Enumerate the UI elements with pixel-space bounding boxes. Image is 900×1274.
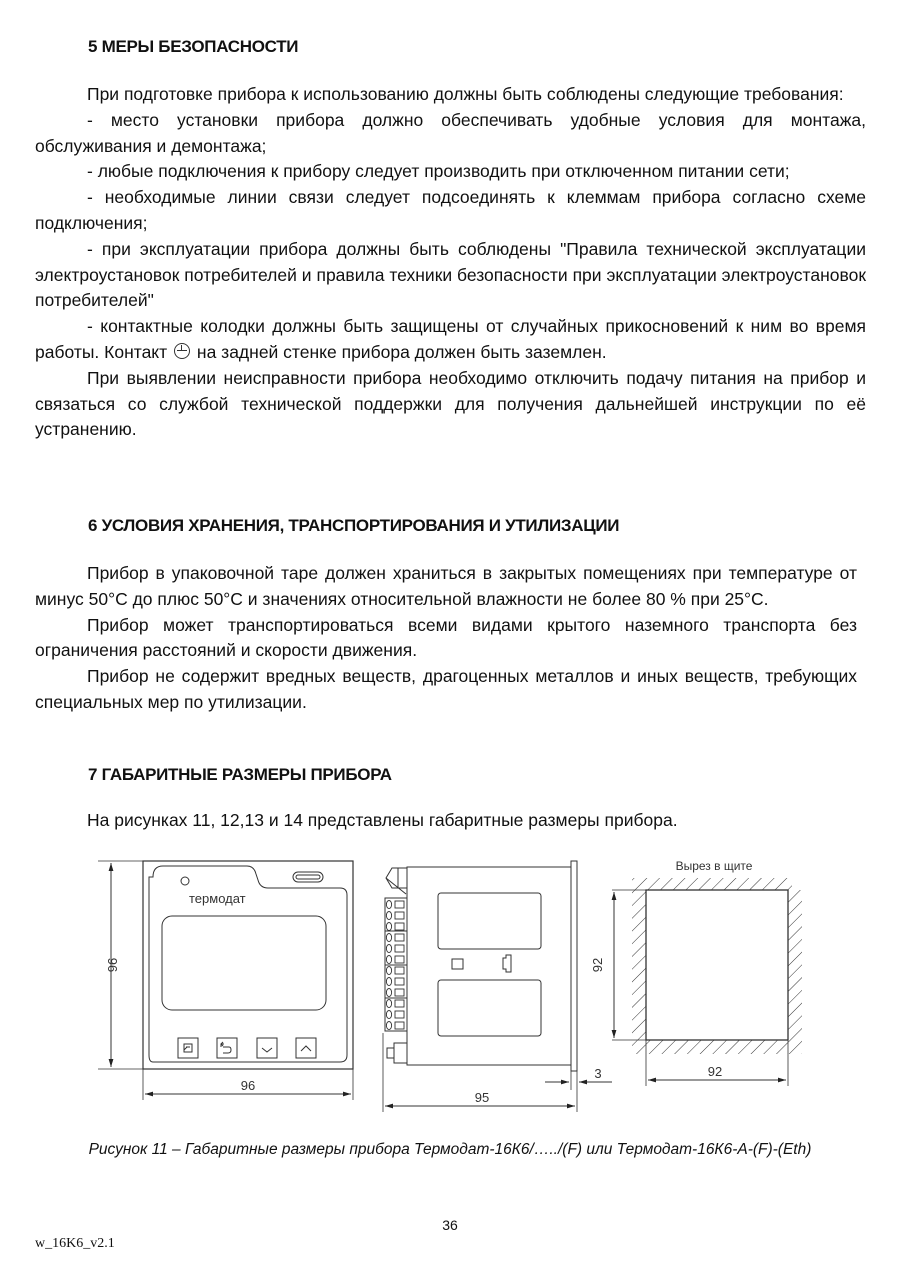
terminal-socket [395, 967, 404, 974]
paragraph: - необходимые линии связи следует подсоединять к клеммам прибора согласно схеме подключения; [35, 187, 866, 233]
terminal-screw [386, 978, 391, 986]
paragraph: - при эксплуатации прибора должны быть соблюдены "Правила технической эксплуатации электроустановок потребителей и правила техники безопасности при эксплуатации электроустановок потребителей" [35, 238, 866, 311]
dimensions-figure [0, 850, 900, 1130]
paragraph: Прибор в упаковочной таре должен храниться в закрытых помещениях при температуре от минус 50°С до плюс 50°С и значениях относительной влажности не более 80 % при 25°С. [35, 563, 857, 609]
dimensions-drawing [0, 850, 900, 1130]
terminal-screw [386, 901, 391, 909]
usb-port [293, 872, 323, 882]
terminal-screw [386, 956, 391, 964]
figure-caption: Рисунок 11 – Габаритные размеры прибора Термодат-16К6/…../(F) или Термодат-16К6-А-(F)-(Eth) [88, 1141, 812, 1158]
hatch-top [632, 878, 792, 890]
terminal-screw [386, 989, 391, 997]
display-screen [162, 916, 326, 1010]
paragraph: Прибор не содержит вредных веществ, драгоценных металлов и иных веществ, требующих специальных мер по утилизации. [35, 666, 857, 712]
terminal-socket [395, 901, 404, 908]
side-housing [407, 867, 571, 1065]
paragraph: При подготовке прибора к использованию должны быть соблюдены следующие требования: [87, 84, 844, 104]
side-vent-bottom [438, 980, 541, 1036]
side-clip [503, 955, 511, 972]
brand-label: термодат [189, 891, 246, 906]
side-view [383, 861, 612, 1112]
terminal-screw [386, 1022, 391, 1030]
side-vent-top [438, 893, 541, 949]
side-latch-square [452, 959, 463, 969]
terminal-socket [395, 978, 404, 985]
section-6-heading: 6 УСЛОВИЯ ХРАНЕНИЯ, ТРАНСПОРТИРОВАНИЯ И УТИЛИЗАЦИИ [88, 516, 620, 535]
up-button [296, 1038, 316, 1058]
paragraph: При выявлении неисправности прибора необходимо отключить подачу питания на прибор и связаться со службой технической поддержки для получения дальнейшей инструкции по её устранению. [35, 367, 866, 440]
terminal-screw [386, 967, 391, 975]
section-5-heading: 5 МЕРЫ БЕЗОПАСНОСТИ [88, 37, 299, 56]
section-7-intro: На рисунках 11, 12,13 и 14 представлены габаритные размеры прибора. [87, 810, 678, 830]
section-7-heading: 7 ГАБАРИТНЫЕ РАЗМЕРЫ ПРИБОРА [88, 765, 392, 784]
front-width-dimension: 96 [240, 1078, 256, 1093]
menu-enter-icon [184, 1044, 192, 1052]
top-screw-icon [386, 868, 398, 888]
paragraph-ground-contact [35, 314, 866, 366]
terminal-socket [395, 912, 404, 919]
paragraph: Прибор может транспортироваться всеми видами крытого наземного транспорта без ограничения расстояний и скорости движения. [35, 614, 857, 661]
terminal-screw [386, 923, 391, 931]
paragraph-text: - контактные колодки должны быть защищены от случайных прикосновений к ним во время работы. Контакт [35, 316, 866, 362]
indicator-led [181, 877, 189, 885]
terminal-socket [395, 1022, 404, 1029]
terminal-screw [386, 934, 391, 942]
chevron-up-icon [301, 1046, 311, 1051]
side-depth-dimension: 95 [474, 1090, 490, 1105]
paragraph-text: на задней стенке прибора должен быть заземлен. [196, 341, 607, 362]
panel-cutout-view [612, 878, 802, 1086]
terminal-socket [395, 923, 404, 930]
cutout-height-dimension: 92 [590, 957, 605, 973]
mounting-flange [571, 861, 577, 1071]
flange-dimension: 3 [594, 1066, 602, 1081]
paragraph: - место установки прибора должно обеспечивать удобные условия для монтажа, обслуживания и демонтажа; [35, 109, 866, 156]
cutout-width-dimension: 92 [707, 1064, 723, 1079]
document-id: w_16K6_v2.1 [35, 1236, 115, 1251]
back-button [217, 1038, 237, 1058]
chevron-down-icon [262, 1048, 272, 1052]
section-5-body [35, 82, 866, 443]
bottom-screw-icon [394, 1043, 407, 1063]
cutout-opening [646, 890, 788, 1040]
hatch-right [788, 890, 802, 1040]
hatch-bottom [632, 1040, 802, 1054]
menu-enter-glyph [184, 1047, 190, 1050]
terminal-screw [386, 912, 391, 920]
terminal-socket [395, 1011, 404, 1018]
front-height-dimension: 96 [105, 957, 120, 973]
terminal-screw [386, 945, 391, 953]
terminal-socket [395, 934, 404, 941]
menu-enter-button [178, 1038, 198, 1058]
hatch-left [632, 890, 646, 1040]
paragraph: - любые подключения к прибору следует производить при отключенном питании сети; [87, 161, 790, 182]
ground-symbol-icon [174, 343, 190, 359]
page-number: 36 [442, 1217, 458, 1233]
front-bezel [149, 866, 347, 1062]
back-arrow-icon [221, 1042, 231, 1053]
terminal-socket [395, 956, 404, 963]
terminal-socket [395, 945, 404, 952]
terminal-screw [386, 1011, 391, 1019]
terminal-socket [395, 1000, 404, 1007]
front-panel-frame [143, 861, 353, 1069]
section-6-body [35, 561, 857, 716]
down-button [257, 1038, 277, 1058]
terminal-screw [386, 1000, 391, 1008]
terminal-socket [395, 989, 404, 996]
cutout-title: Вырез в щите [675, 859, 753, 873]
